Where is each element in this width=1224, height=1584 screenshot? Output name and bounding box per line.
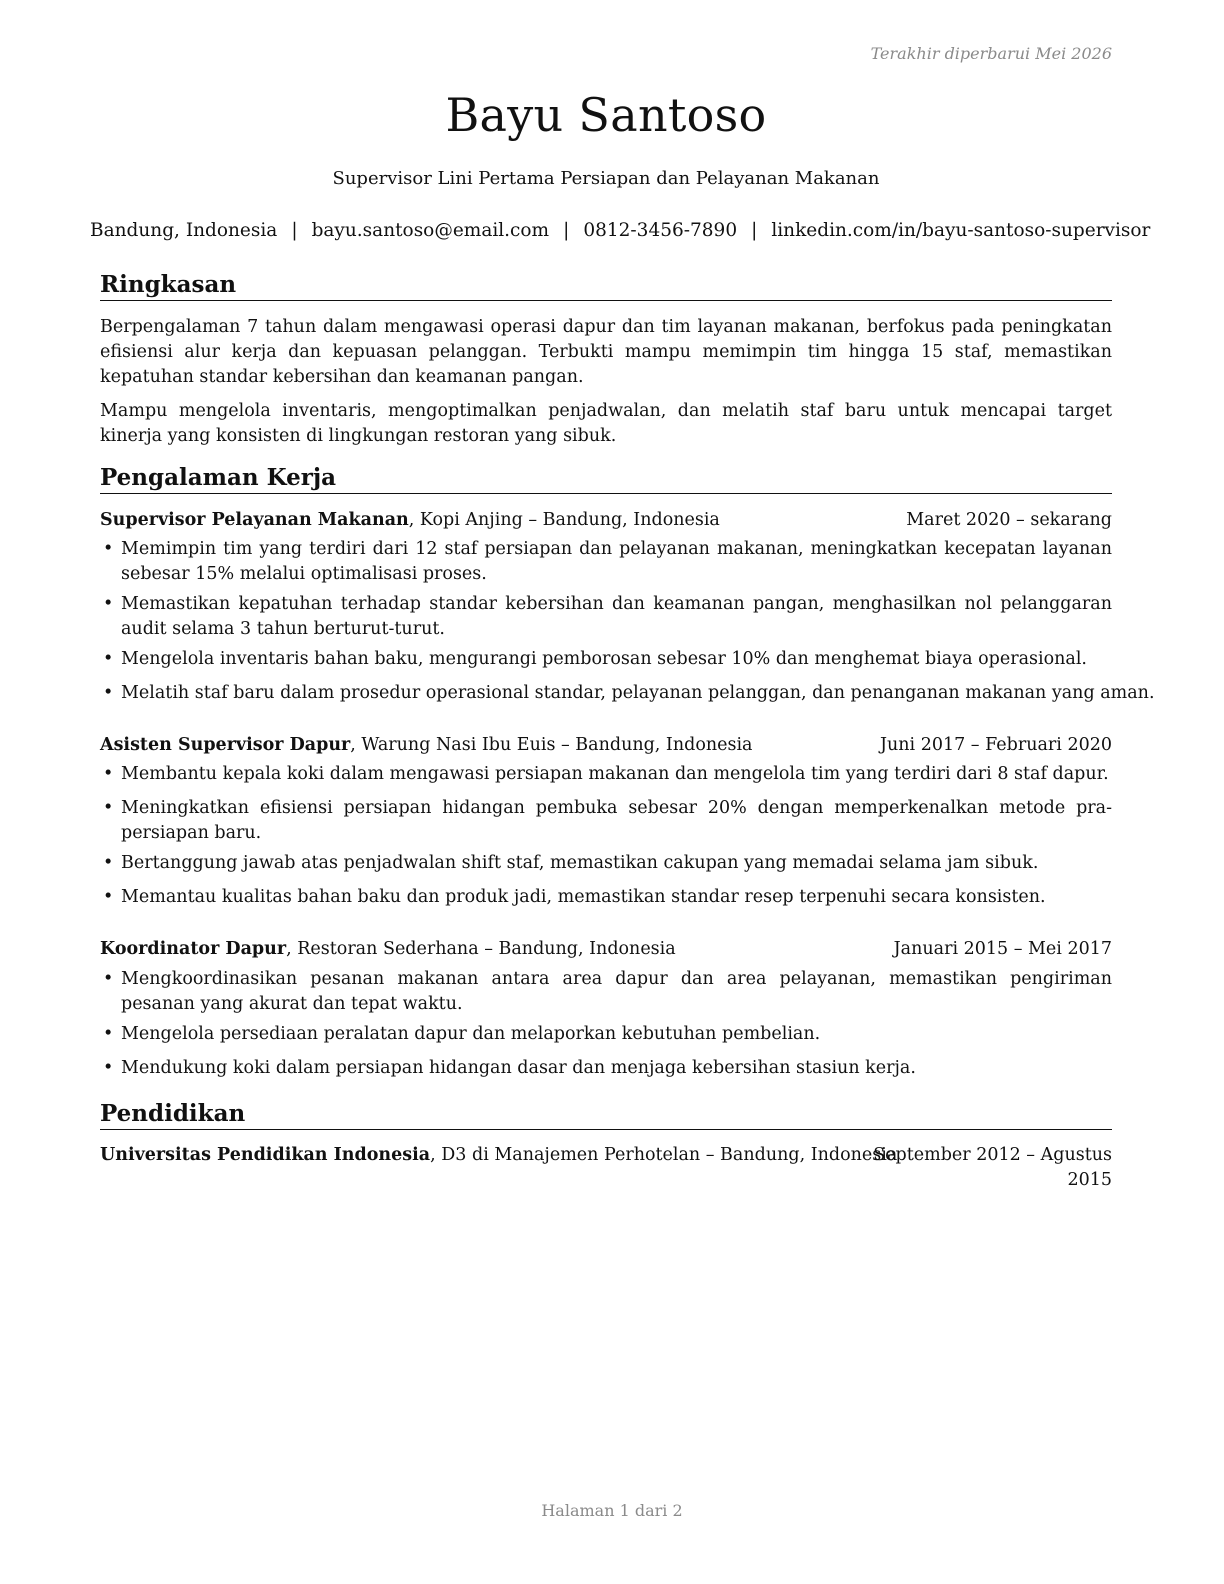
list-item: • Memantau kualitas bahan baku dan produk jadi, memastikan standar resep terpenuhi secara konsisten. <box>100 885 1112 910</box>
list-item: • Bertanggung jawab atas penjadwalan shift staf, memastikan cakupan yang memadai selama jam sibuk. <box>100 851 1112 876</box>
contact-separator: | <box>751 220 758 241</box>
bullet-icon: • <box>103 649 114 669</box>
job-header <box>100 508 1112 533</box>
list-item: • Membantu kepala koki dalam mengawasi persiapan makanan dan mengelola tim yang terdiri dari 8 staf dapur. <box>100 762 1112 787</box>
contact-separator: | <box>563 220 570 241</box>
contact-phone: 0812-3456-7890 <box>583 220 738 241</box>
job-bullet-list <box>100 537 1155 706</box>
list-item: • Mengkoordinasikan pesanan makanan antara area dapur dan area pelayanan, memastikan pengiriman pesanan yang akurat dan tepat waktu. <box>103 969 1112 1014</box>
contact-separator: | <box>291 220 298 241</box>
job-organization: , Warung Nasi Ibu Euis – Bandung, Indonesia <box>350 735 753 755</box>
job-bullet-list <box>100 967 1112 1081</box>
bullet-icon: • <box>103 887 114 907</box>
job-role: Asisten Supervisor Dapur <box>100 735 351 755</box>
bullet-icon: • <box>103 594 114 614</box>
contact-line <box>90 220 1151 241</box>
list-item: • Meningkatkan efisiensi persiapan hidangan pembuka sebesar 20% dengan memperkenalkan metode pra-persiapan baru. <box>103 798 1112 843</box>
bullet-icon: • <box>103 539 114 559</box>
list-item: • Memastikan kepatuhan terhadap standar kebersihan dan keamanan pangan, menghasilkan nol pelanggaran audit selama 3 tahun berturut-turut. <box>103 594 1112 639</box>
job-organization: , Restoran Sederhana – Bandung, Indonesia <box>286 939 676 959</box>
education-institution: Universitas Pendidikan Indonesia <box>100 1145 431 1165</box>
education-entry <box>100 1143 1112 1190</box>
bullet-icon: • <box>103 764 114 784</box>
job-header <box>100 937 1112 962</box>
section-heading-summary: Ringkasan <box>100 271 1112 301</box>
candidate-name: Bayu Santoso <box>445 88 767 142</box>
job-dates: Juni 2017 – Februari 2020 <box>879 735 1112 755</box>
bullet-icon: • <box>103 798 114 818</box>
job-organization: , Kopi Anjing – Bandung, Indonesia <box>408 510 720 530</box>
education-degree: , D3 di Manajemen Perhotelan – Bandung, Indonesia <box>430 1145 898 1165</box>
candidate-title: Supervisor Lini Pertama Persiapan dan Pelayanan Makanan <box>332 168 880 189</box>
contact-location: Bandung, Indonesia <box>90 220 278 241</box>
list-item: • Melatih staf baru dalam prosedur operasional standar, pelayanan pelanggan, dan penanganan makanan yang aman. <box>100 681 1112 706</box>
bullet-icon: • <box>103 1058 114 1078</box>
bullet-icon: • <box>103 1024 114 1044</box>
summary-paragraph: Mampu mengelola inventaris, mengoptimalkan penjadwalan, dan melatih staf baru untuk mencapai target kinerja yang konsisten di lingkungan restoran yang sibuk. <box>100 401 1112 446</box>
section-heading-education: Pendidikan <box>100 1100 1112 1130</box>
list-item: • Mengelola persediaan peralatan dapur dan melaporkan kebutuhan pembelian. <box>100 1022 1112 1047</box>
job-role: Koordinator Dapur <box>100 939 287 959</box>
job-bullet-list <box>100 762 1112 910</box>
bullet-icon: • <box>103 969 114 989</box>
list-item: • Mendukung koki dalam persiapan hidangan dasar dan menjaga kebersihan stasiun kerja. <box>100 1056 1112 1081</box>
summary-paragraph: Berpengalaman 7 tahun dalam mengawasi operasi dapur dan tim layanan makanan, berfokus pada peningkatan efisiensi alur kerja dan kepuasan pelanggan. Terbukti mampu memimpin tim hingga 15 staf, memastikan kepatuhan standar kebersihan dan keamanan pangan. <box>100 317 1112 387</box>
section-heading-experience: Pengalaman Kerja <box>100 464 1112 494</box>
job-dates: Januari 2015 – Mei 2017 <box>893 939 1112 959</box>
list-item: • Mengelola inventaris bahan baku, mengurangi pemborosan sebesar 10% dan menghemat biaya operasional. <box>100 647 1112 672</box>
bullet-icon: • <box>103 683 114 703</box>
bullet-icon: • <box>103 853 114 873</box>
contact-email[interactable]: bayu.santoso@email.com <box>311 220 550 241</box>
list-item: • Memimpin tim yang terdiri dari 12 staf persiapan dan pelayanan makanan, meningkatkan kecepatan layanan sebesar 15% melalui optimalisasi proses. <box>103 539 1112 584</box>
job-dates: Maret 2020 – sekarang <box>906 510 1112 530</box>
last-updated-note: Terakhir diperbarui Mei 2026 <box>870 44 1112 63</box>
contact-linkedin[interactable]: linkedin.com/in/bayu-santoso-supervisor <box>771 220 1151 241</box>
job-role: Supervisor Pelayanan Makanan <box>100 510 409 530</box>
page-number: Halaman 1 dari 2 <box>541 1501 683 1520</box>
job-header <box>100 733 1112 758</box>
education-dates: September 2012 – Agustus 2015 <box>873 1145 1112 1190</box>
